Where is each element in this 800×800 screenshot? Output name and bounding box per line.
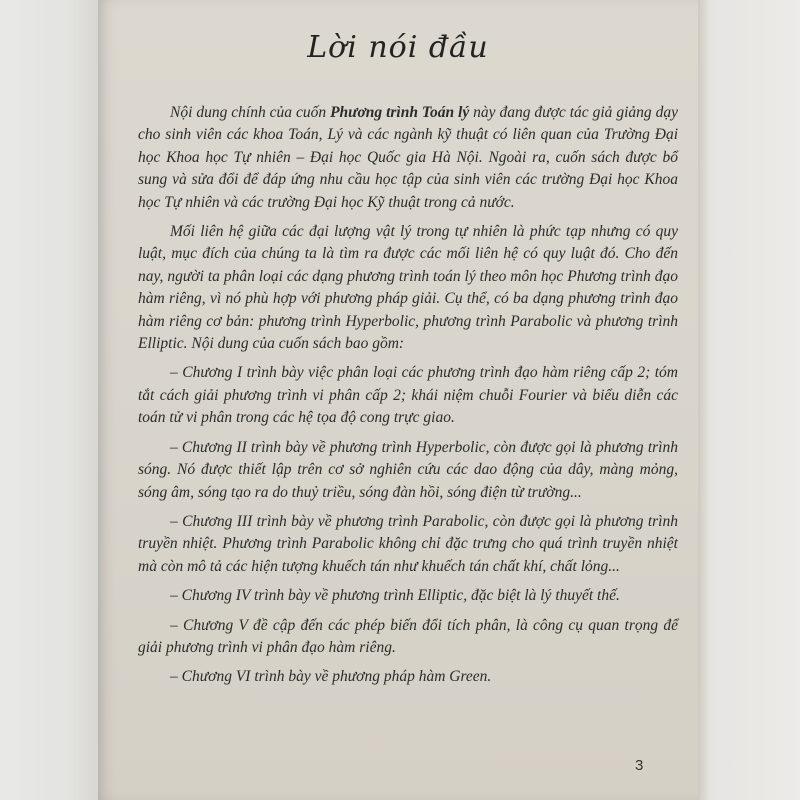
book-page	[98, 0, 698, 800]
paragraph: Nội dung chính của cuốn Phương trình Toán lý này đang được tác giả giảng dạy cho sinh viên các khoa Toán, Lý và các ngành kỹ thuật có liên quan của Trường Đại học Khoa học Tự nhiên – Đại học Quốc gia Hà Nội. Ngoài ra, cuốn sách được bổ sung và sửa đổi để đáp ứng nhu cầu học tập của sinh viên các trường Đại học Khoa học Tự nhiên và các trường Đại học Kỹ thuật trong cả nước.	[138, 104, 678, 211]
page-title: Lời nói đầu	[307, 30, 489, 65]
paragraph: – Chương IV trình bày về phương trình Elliptic, đặc biệt là lý thuyết thế.	[170, 587, 620, 605]
paragraph: – Chương II trình bày về phương trình Hyperbolic, còn được gọi là phương trình sóng. Nó được thiết lập trên cơ sở nghiên cứu các dao động của dây, màng mỏng, sóng âm, sóng tạo ra do thuỷ triều, sóng đàn hồi, sóng điện từ trường...	[138, 438, 678, 501]
paragraph: – Chương V đề cập đến các phép biến đổi tích phân, là công cụ quan trọng để giải phương trình vi phân đạo hàm riêng.	[138, 616, 678, 656]
background-left	[0, 0, 98, 800]
paragraph: Mối liên hệ giữa các đại lượng vật lý trong tự nhiên là phức tạp nhưng có quy luật, mục đích của chúng ta là tìm ra được các mối liên hệ có quy luật đó. Cho đến nay, người ta phân loại các dạng phương trình toán lý theo môn học Phương trình đạo hàm riêng, vì nó phù hợp với phương pháp giải. Cụ thể, có ba dạng phương trình đạo hàm riêng cơ bản: phương trình Hyperbolic, phương trình Parabolic và phương trình Elliptic. Nội dung của cuốn sách bao gồm:	[138, 223, 678, 353]
background-right	[698, 0, 800, 800]
paragraph: – Chương I trình bày việc phân loại các phương trình đạo hàm riêng cấp 2; tóm tắt cách giải phương trình vi phân cấp 2; khái niệm chuỗi Fourier và biểu diễn các toán tử vi phân trong các hệ tọa độ cong trực giao.	[138, 364, 678, 427]
page-number: 3	[635, 757, 644, 774]
paragraph: – Chương III trình bày về phương trình Parabolic, còn được gọi là phương trình truyền nhiệt. Phương trình Parabolic không chỉ đặc trưng cho quá trình truyền nhiệt mà còn mô tả các hiện tượng khuếch tán như khuếch tán chất khí, chất lỏng...	[138, 512, 678, 575]
paragraph: – Chương VI trình bày về phương pháp hàm Green.	[170, 668, 492, 686]
body-text	[138, 102, 678, 696]
